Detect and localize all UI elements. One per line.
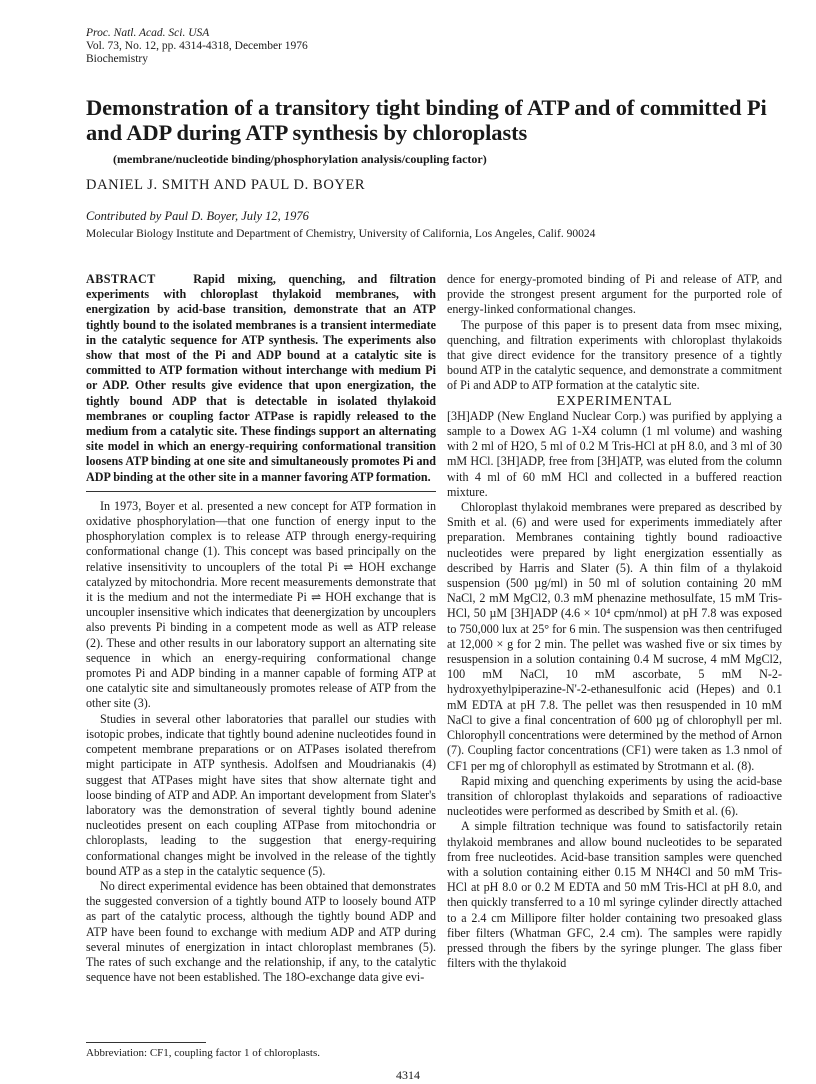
section-heading: EXPERIMENTAL (556, 393, 673, 409)
contributed-line: Contributed by Paul D. Boyer, July 12, 1976 (86, 209, 309, 223)
abstract-divider (86, 491, 436, 492)
footnote-divider (86, 1042, 206, 1043)
paragraph: The purpose of this paper is to present data from msec mixing, quenching, and filtration experiments with chloroplast thylakoids that give direct evidence for the transitory presence of a tightly bound ATP in the catalytic sequence, and demonstrate a commitment of Pi and ADP to ATP formation at the catalytic site. (447, 317, 782, 393)
keywords: (membrane/nucleotide binding/phosphorylation analysis/coupling factor) (113, 152, 487, 166)
journal-name: Proc. Natl. Acad. Sci. USA (86, 27, 210, 39)
volume-info: Vol. 73, No. 12, pp. 4314-4318, December 1976 (86, 40, 308, 52)
abstract-text: Rapid mixing, quenching, and filtration experiments with chloroplast thylakoid membranes, with energization by acid-base transition, demonstrate that an ATP tightly bound to the isolated membranes is a transient intermediate in the catalytic sequence for ATP synthesis. The experiments also show that most of the Pi and ADP bound at a catalytic site is committed to ATP formation without interchange with medium Pi or ADP. Other results give evidence that upon energization, the tightly bound ADP that is detectable in isolated thylakoid membranes or coupling factor ATPase is rapidly released to the medium from a catalytic site. These findings support an alternating site model in which an energy-requiring conformational transition loosens ATP binding at one site and simultaneously promotes Pi and ADP binding at the other site in a manner favoring ATP formation. (86, 272, 436, 484)
paragraph: Chloroplast thylakoid membranes were prepared as described by Smith et al. (6) and were used for experiments immediately after preparation. Membranes containing tightly bound radioactive nucleotides were prepared by light energization essentially as described by Harris and Slater (5). A thin film of a thylakoid suspension (500 µg/ml) in 50 ml of solution containing 20 mM NaCl, 2 mM MgCl2, 0.3 mM phenazine methosulfate, 15 mM Tris-HCl, 50 µM [3H]ADP (4.6 × 10⁴ cpm/nmol) at pH 7.8 was exposed to 750,000 lux at 25° for 6 min. The suspension was then centrifuged at 12,000 × g for 2 min. The pellet was washed five or six times by resuspension in a solution containing 0.4 M sucrose, 4 mM MgCl2, 100 mM NaCl, 10 mM ascorbate, 5 mM N-2-hydroxyethylpiperazine-N'-2-ethanesulfonic acid (Hepes) and 0.1 mM EDTA at pH 7.8. The pellet was then resuspended in 10 mM NaCl to give a final concentration of 600 µg of chlorophyll per ml. Chlorophyll concentrations were determined by the method of Arnon (7). Coupling factor concentrations (CF1) were taken as 1.3 nmol of CF1 per mg of chlorophyll as estimated by Strotmann et al. (8). (447, 500, 782, 773)
paragraph: Studies in several other laboratories that parallel our studies with isotopic probes, indicate that tightly bound adenine nucleotides found in competent membrane preparations or on ATPases isolated therefrom might participate in ATP synthesis. Adolfsen and Moudrianakis (4) suggest that ATPases might have sites that show alternate tight and loose binding of ATP and ADP. An important development from Slater's laboratory was the demonstration of several tightly bound adenine nucleotides present on each coupling ATPase from mitochondria or chloroplasts, leading to the suggestion that energy-requiring conformational changes might be involved in the release of the tightly bound ATP as a step in the catalytic sequence (5). (86, 711, 436, 878)
right-column (447, 272, 782, 971)
paragraph: [3H]ADP (New England Nuclear Corp.) was purified by applying a sample to a Dowex AG 1-X4 column (1 ml volume) and washing with 2 ml of H2O, 5 ml of 0.2 M Tris-HCl at pH 8.0, and 3 ml of 30 mM HCl. [3H]ADP, free from [3H]ATP, was eluted from the column with 4 ml of 60 mM HCl and collected in a buffered reaction mixture. (447, 408, 782, 499)
paragraph: A simple filtration technique was found to satisfactorily retain thylakoid membranes and allow bound nucleotides to be separated from free nucleotides. Acid-base transition samples were quenched with a solution containing either 0.15 M NH4Cl and 50 mM Tris-HCl at pH 8.0 or 0.2 M EDTA and 50 mM Tris-HCl at pH 8.0, and then quickly transferred to a 10 ml syringe cylinder directly attached to a 2.4 cm Millipore filter holder containing two presoaked glass fiber filters (Whatman GFC, 2.4 cm). The samples were rapidly pressed through the fibers by the syringe plunger. The glass fiber filters with the thylakoid (447, 819, 782, 971)
abstract-label: ABSTRACT (86, 272, 156, 286)
affiliation: Molecular Biology Institute and Department of Chemistry, University of California, Los Angeles, Calif. 90024 (86, 228, 596, 240)
page-number: 4314 (396, 1068, 420, 1082)
paragraph: In 1973, Boyer et al. presented a new concept for ATP formation in oxidative phosphorylation—that one function of energy input to the phosphorylation complex is to release ATP through energy-requiring conformational change (1). This concept was based principally on the relative insensitivity to uncouplers of the total Pi ⇌ HOH exchange catalyzed by mitochondria. More recent measurements demonstrate that it is the medium and not the intermediate Pi ⇌ HOH exchange that is uncoupler insensitive which indicates that deenergization by uncouplers also prevents Pi binding in a competent mode as well as ATP release (2). These and other results in our laboratory support an alternating site sequence in which an energy-requiring conformational change promotes Pi and ADP binding in a manner capable of forming ATP at one catalytic site and simultaneously promotes release of ATP from the other site (3). (86, 498, 436, 711)
article-title: Demonstration of a transitory tight binding of ATP and of committed Pi and ADP during ATP synthesis by chloroplasts (86, 95, 767, 145)
left-column (86, 272, 436, 985)
authors: DANIEL J. SMITH AND PAUL D. BOYER (86, 177, 366, 193)
journal-header (86, 27, 308, 66)
paragraph: Rapid mixing and quenching experiments by using the acid-base transition of chloroplast thylakoids and separations of radioactive nucleotides were performed as described by Smith et al. (6). (447, 773, 782, 819)
section-name: Biochemistry (86, 53, 148, 65)
footnote: Abbreviation: CF1, coupling factor 1 of chloroplasts. (86, 1047, 321, 1059)
paragraph: No direct experimental evidence has been obtained that demonstrates the suggested conversion of a tightly bound ATP to loosely bound ATP as part of the catalytic process, although the tightly bound ADP and ATP have been found to exchange with medium ADP and ATP during several minutes of energization in intact chloroplast membranes (5). The rates of such exchange and the relationship, if any, to the catalytic sequence have not been established. The 18O-exchange data give evi- (86, 878, 436, 985)
paragraph: dence for energy-promoted binding of Pi and release of ATP, and provide the strongest present argument for the purported role of energy-linked conformational changes. (447, 272, 782, 317)
abstract (86, 272, 436, 485)
